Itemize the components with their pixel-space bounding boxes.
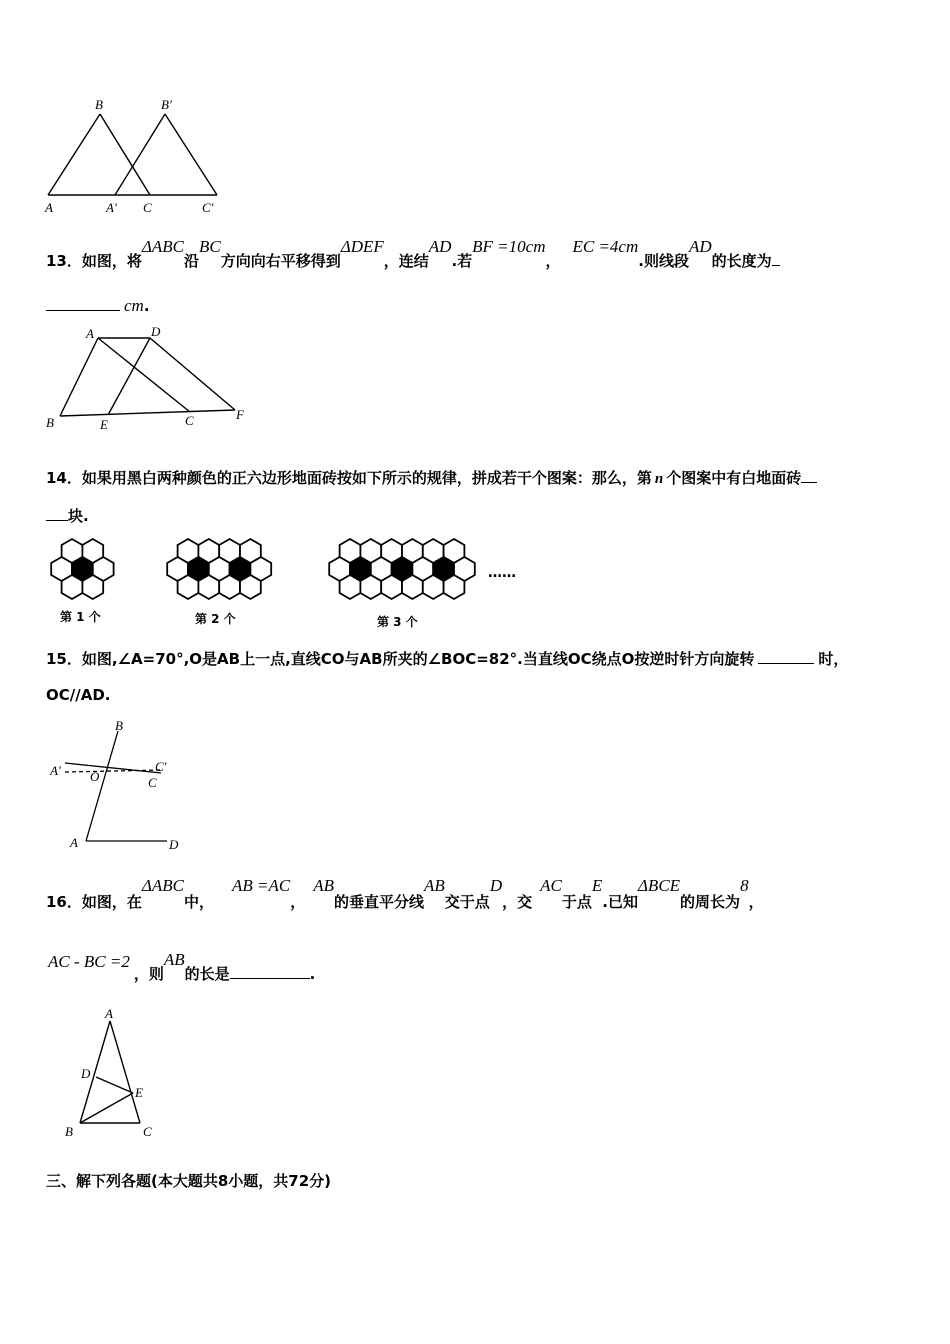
label-A: A xyxy=(105,1006,113,1021)
answer-blank[interactable] xyxy=(758,649,814,664)
q13-text: 的长度为 xyxy=(711,252,772,270)
q16-text: ， xyxy=(290,893,306,911)
label-C-prime: C' xyxy=(202,200,214,215)
q13-text: 沿 xyxy=(183,252,199,270)
q16-end: . xyxy=(309,965,316,983)
label-A: A xyxy=(70,835,78,850)
q16-math-abc: ΔABC xyxy=(141,876,184,895)
segment-DF xyxy=(150,338,235,410)
q16-text: 的垂直平分线 xyxy=(334,893,425,911)
label-C-prime: C' xyxy=(155,759,167,774)
q16-text: 中， xyxy=(183,893,214,911)
q13-unit: cm xyxy=(124,296,144,315)
label-D: D xyxy=(151,325,161,339)
q16-math-e: E xyxy=(591,876,603,895)
q13-number: 13．如图，将 xyxy=(46,252,142,270)
hexagon-pattern-1 xyxy=(51,539,113,599)
label-D: D xyxy=(169,837,179,852)
q15-text: OC//AD. xyxy=(46,686,111,704)
hexagon-pattern-2 xyxy=(167,539,271,599)
label-E: E xyxy=(135,1085,143,1100)
hexagon-pattern-3 xyxy=(329,539,475,599)
q16-math-8: 8 xyxy=(740,876,749,895)
label-A-prime: A' xyxy=(50,763,61,778)
label-D: D xyxy=(81,1066,91,1081)
side-AB xyxy=(48,114,100,195)
side-AC xyxy=(110,1021,140,1123)
label-B: B xyxy=(95,97,103,112)
side-B'C' xyxy=(165,114,217,195)
q14-text: 个图案中有白地面砖 xyxy=(666,469,802,487)
caption-pattern-2: 第 2 个 xyxy=(195,612,236,626)
ellipsis: …… xyxy=(488,565,516,581)
q13-math-bf: BF =10cm xyxy=(472,237,546,256)
q14-line1 xyxy=(46,467,817,488)
q16-text: ，交 xyxy=(502,893,533,911)
q14-end: 块. xyxy=(68,507,89,525)
label-C: C xyxy=(143,200,152,215)
q16-text: 的长是 xyxy=(184,965,230,983)
label-A-prime: A' xyxy=(106,200,117,215)
answer-blank[interactable] xyxy=(772,251,780,266)
q16-math-ac: AC xyxy=(540,876,562,895)
answer-blank[interactable] xyxy=(801,468,817,483)
segment-BF xyxy=(60,410,235,416)
q15-text: 15．如图,∠A=70°,O是AB上一点,直线CO与AB所夹的∠BOC=82°.当直线OC绕点O按逆时针方向旋转 xyxy=(46,650,755,668)
q16-math-ab2: AB xyxy=(424,876,445,895)
q16-text: .已知 xyxy=(602,893,638,911)
q16-text: 于点 xyxy=(561,893,592,911)
label-C: C xyxy=(148,775,157,790)
q15-text: 时， xyxy=(818,650,849,668)
q14-n: n xyxy=(654,471,664,487)
q16-line1 xyxy=(46,876,764,911)
q13-line1 xyxy=(46,238,780,268)
segment-DE xyxy=(108,338,150,415)
q16-text: 交于点 xyxy=(444,893,490,911)
q13-text: ，连结 xyxy=(383,252,429,270)
section-heading: 三、解下列各题(本大题共8小题，共72分) xyxy=(46,1172,332,1190)
q16-math-ac-bc: AC - BC =2 xyxy=(48,952,130,971)
q13-line2 xyxy=(46,296,150,316)
answer-blank[interactable] xyxy=(230,964,310,979)
label-E: E xyxy=(100,417,108,432)
label-B-prime: B' xyxy=(161,97,172,112)
figure-rotating-line xyxy=(45,713,195,858)
answer-blank[interactable] xyxy=(46,296,120,311)
q13-end: . xyxy=(143,297,150,315)
q13-math-ad2: AD xyxy=(688,237,712,256)
caption-pattern-3: 第 3 个 xyxy=(377,615,418,629)
label-C: C xyxy=(143,1124,152,1139)
figure-hexagon-patterns xyxy=(40,533,540,633)
q13-math-bc: BC xyxy=(198,237,221,256)
q13-math-ad: AD xyxy=(428,237,452,256)
label-B: B xyxy=(115,718,123,733)
q16-math-ab: AB xyxy=(313,876,334,895)
answer-blank[interactable] xyxy=(46,506,68,521)
side-BC xyxy=(100,114,150,195)
q13-math-def: ΔDEF xyxy=(340,237,384,256)
label-B: B xyxy=(46,415,54,430)
q14-text: 14．如果用黑白两种颜色的正六边形地面砖按如下所示的规律，拼成若干个图案：那么，第 xyxy=(46,469,652,487)
q14-line2 xyxy=(46,505,89,526)
label-A: A xyxy=(45,200,53,215)
q16-math-bce: ΔBCE xyxy=(637,876,681,895)
q16-number: 16．如图，在 xyxy=(46,893,142,911)
q13-text: 方向向右平移得到 xyxy=(220,252,341,270)
line-AB xyxy=(86,731,118,841)
q13-text: .若 xyxy=(451,252,473,270)
q16-text: 的周长为 xyxy=(680,893,741,911)
side-A'B' xyxy=(115,114,165,195)
q13-math-abc: ΔABC xyxy=(141,237,184,256)
label-C: C xyxy=(185,413,194,428)
figure-translated-triangles xyxy=(40,92,230,217)
label-B: B xyxy=(65,1124,73,1139)
figure-isosceles-triangle xyxy=(60,1005,165,1145)
segment-AB xyxy=(60,338,98,416)
q13-text: .则线段 xyxy=(638,252,689,270)
caption-pattern-1: 第 1 个 xyxy=(60,610,101,624)
q15-line2 xyxy=(46,686,110,704)
q16-math-ab-eq-ac: AB =AC xyxy=(231,876,291,895)
figure-parallelogram-translation xyxy=(40,325,255,435)
q13-text: ， xyxy=(545,252,561,270)
q16-math-ab3: AB xyxy=(163,950,185,969)
q15-line1 xyxy=(46,648,848,669)
q16-line2 xyxy=(48,951,315,981)
q16-text: ，则 xyxy=(133,965,164,983)
label-F: F xyxy=(236,407,244,422)
q16-math-d: D xyxy=(489,876,503,895)
q16-text: ， xyxy=(748,893,764,911)
q13-math-ec: EC =4cm xyxy=(572,237,639,256)
label-O: O xyxy=(90,769,100,784)
label-A: A xyxy=(86,326,94,341)
